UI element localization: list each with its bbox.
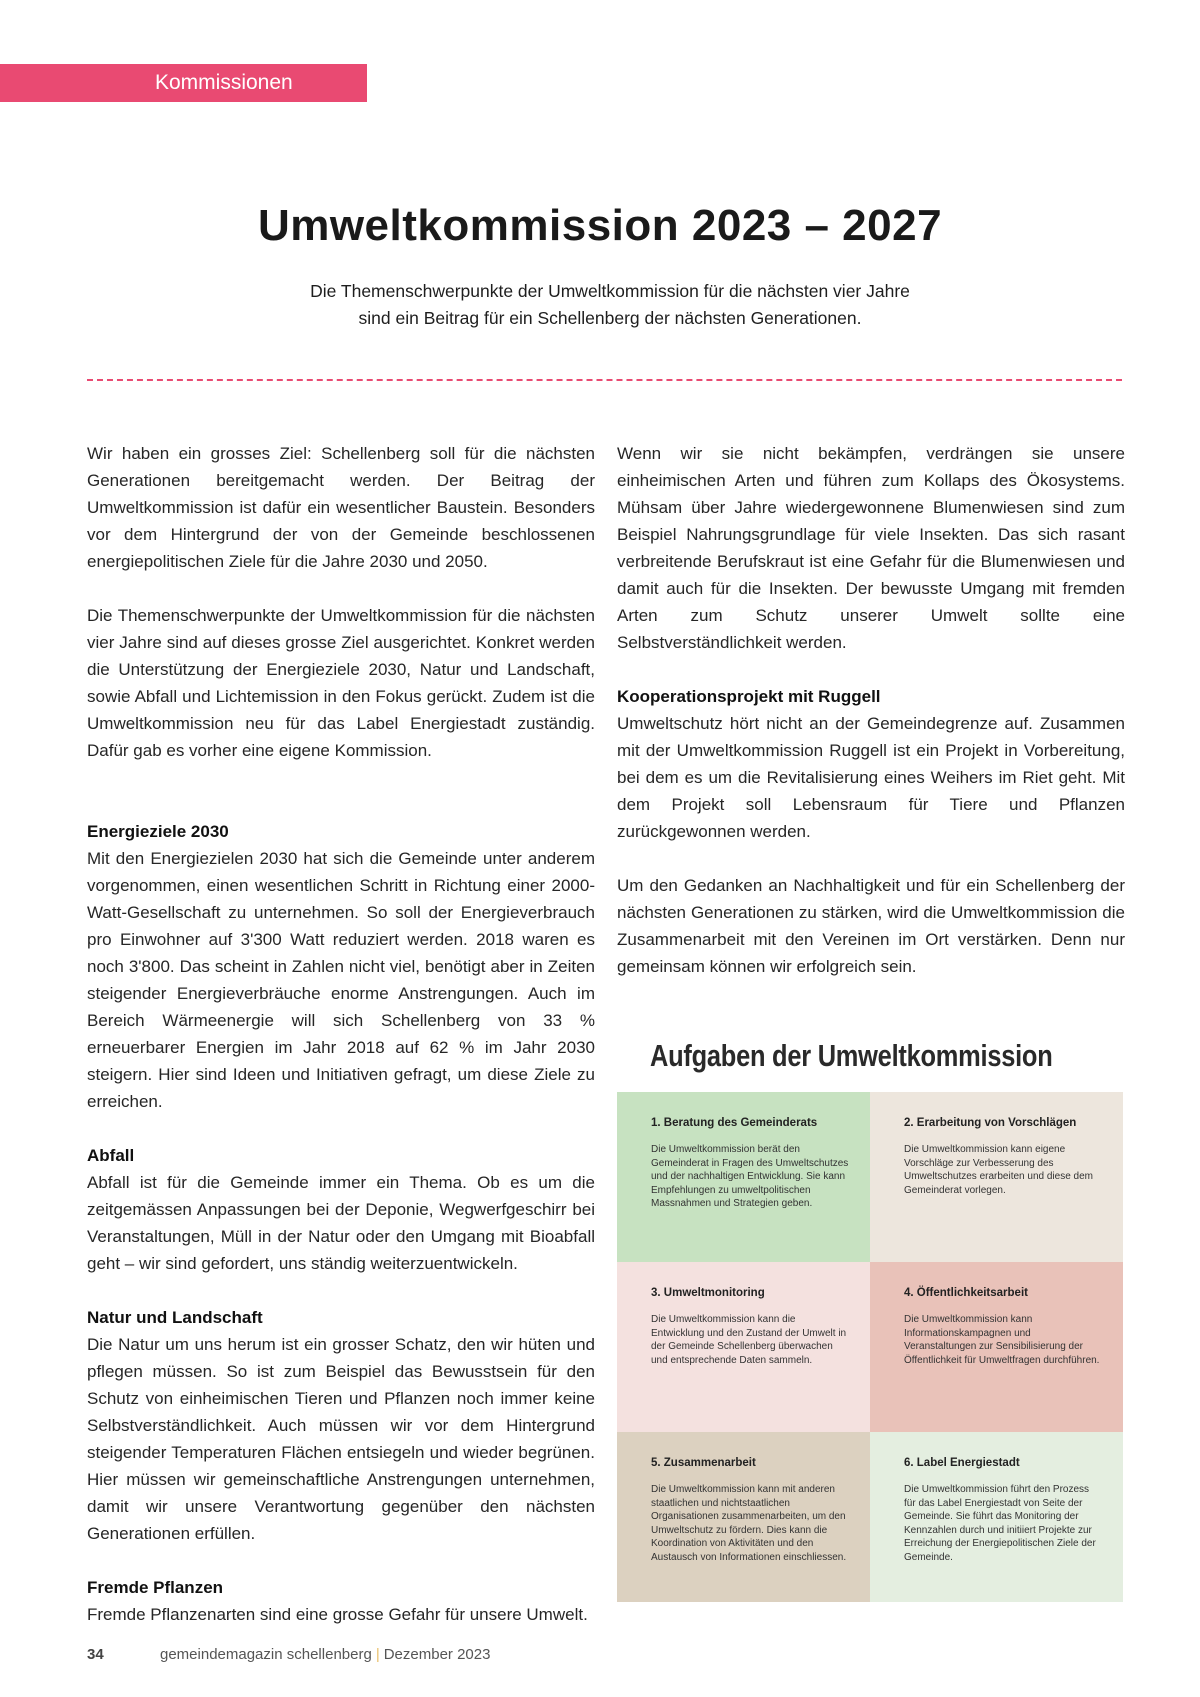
heading-fremde-pflanzen: Fremde Pflanzen xyxy=(87,1578,224,1597)
magazine-name: gemeindemagazin schellenberg xyxy=(160,1646,372,1663)
task-text: Die Umweltkommission kann eigene Vorschläge zur Verbesserung des Umweltschutzes erarbeiten und diese dem Gemeinderat vorlegen. xyxy=(904,1144,1093,1196)
intro-paragraph-1: Wir haben ein grosses Ziel: Schellenberg soll für die nächsten Generationen bereitgemacht werden. Der Beitrag der Umweltkommission ist dafür ein wesentlicher Baustein. Besonders vor dem Hintergrund der von der Gemeinde beschlossenen energiepolitischen Ziele für die Jahre 2030 und 2050. xyxy=(87,444,595,571)
task-heading: 4. Öffentlichkeitsarbeit xyxy=(904,1287,1028,1299)
task-heading: 1. Beratung des Gemeinderats xyxy=(651,1117,818,1129)
intro-paragraph-2: Die Themenschwerpunkte der Umweltkommission für die nächsten vier Jahre sind auf dieses grosse Ziel ausgerichtet. Konkret werden die Unterstützung der Energieziele 2030, Natur und Landschaft, sowie Abfall und Lichtemission in den Fokus gerückt. Zudem ist die Umweltkommission neu für das Label Energiestadt zuständig. Dafür gab es vorher eine eigene Kommission. xyxy=(87,606,595,760)
left-column xyxy=(87,440,595,1628)
tasks-title: Aufgaben der Umweltkommission xyxy=(650,1038,1053,1073)
task-card xyxy=(870,1432,1123,1602)
task-card xyxy=(870,1092,1123,1262)
task-heading: 3. Umweltmonitoring xyxy=(651,1287,765,1299)
paragraph-kooperation: Umweltschutz hört nicht an der Gemeindegrenze auf. Zusammen mit der Umweltkommission Ruggell ist ein Projekt in Vorbereitung, bei dem es um die Revitalisierung eines Weihers im Riet geht. Mit dem Projekt soll Lebensraum für Tiere und Pflanzen zurückgewonnen werden. xyxy=(617,714,1125,841)
right-column xyxy=(617,440,1125,980)
task-heading: 2. Erarbeitung von Vorschlägen xyxy=(904,1117,1077,1129)
subtitle-line-2: sind ein Beitrag für ein Schellenberg der nächsten Generationen. xyxy=(358,308,862,328)
page-subtitle xyxy=(200,278,1020,332)
dashed-divider xyxy=(87,379,1122,381)
task-text: Die Umweltkommission führt den Prozess für das Label Energiestadt von Seite der Gemeinde. Sie führt das Monitoring der Kennzahlen durch und initiiert Projekte zur Erreichung der Energiepolitischen Ziele der Gemeinde. xyxy=(904,1484,1096,1563)
page-title: Umweltkommission 2023 – 2027 xyxy=(257,201,943,250)
task-card xyxy=(617,1092,870,1262)
task-heading: 6. Label Energiestadt xyxy=(904,1457,1020,1469)
subtitle-line-1: Die Themenschwerpunkte der Umweltkommission für die nächsten vier Jahre xyxy=(310,281,910,301)
task-card xyxy=(617,1262,870,1432)
issue-date: Dezember 2023 xyxy=(383,1646,491,1663)
task-card xyxy=(617,1432,870,1602)
tasks-grid xyxy=(617,1092,1123,1602)
paragraph-conclusion: Um den Gedanken an Nachhaltigkeit und für ein Schellenberg der nächsten Generationen zu stärken, wird die Umweltkommission die Zusammenarbeit mit den Vereinen im Ort verstärken. Denn nur gemeinsam können wir erfolgreich sein. xyxy=(617,876,1125,976)
footer-separator: | xyxy=(375,1646,380,1663)
task-text: Die Umweltkommission kann die Entwicklung und den Zustand der Umwelt in der Gemeinde Schellenberg überwachen und entsprechende Daten sammeln. xyxy=(651,1314,847,1366)
heading-abfall: Abfall xyxy=(87,1146,135,1165)
page-footer xyxy=(87,1645,490,1665)
page-number: 34 xyxy=(87,1646,104,1663)
heading-natur: Natur und Landschaft xyxy=(87,1308,263,1327)
task-text: Die Umweltkommission kann Informationskampagnen und Veranstaltungen zur Sensibilisierung der Öffentlichkeit für Umweltfragen durchführen. xyxy=(904,1314,1100,1366)
heading-kooperation: Kooperationsprojekt mit Ruggell xyxy=(617,687,881,706)
section-tag: Kommissionen xyxy=(0,64,367,102)
paragraph-abfall: Abfall ist für die Gemeinde immer ein Thema. Ob es um die zeitgemässen Anpassungen bei der Deponie, Wegwerfgeschirr bei Veranstaltungen, Müll in der Natur oder den Umgang mit Bioabfall geht – wir sind gefordert, uns ständig weiterzuentwickeln. xyxy=(87,1173,595,1273)
paragraph-fremde-pflanzen-cont: Wenn wir sie nicht bekämpfen, verdrängen sie unsere einheimischen Arten und führen zum Kollaps des Ökosystems. Mühsam über Jahre wiedergewonnene Blumenwiesen sind zum Beispiel Nahrungsgrundlage für viele Insekten. Das sich rasant verbreitende Berufskraut ist eine Gefahr für die Blumenwiesen und damit auch für die Insekten. Der bewusste Umgang mit fremden Arten zum Schutz unserer Umwelt sollte eine Selbstverständlichkeit werden. xyxy=(617,444,1125,652)
task-text: Die Umweltkommission berät den Gemeinderat in Fragen des Umweltschutzes und der nachhaltigen Entwicklung. Sie kann Empfehlungen zu umweltpolitischen Massnahmen und Strategien geben. xyxy=(651,1144,849,1209)
paragraph-energieziele: Mit den Energiezielen 2030 hat sich die Gemeinde unter anderem vorgenommen, einen wesentlichen Schritt in Richtung einer 2000-Watt-Gesellschaft zu unternehmen. So soll der Energieverbrauch pro Einwohner auf 3'300 Watt reduziert werden. 2018 waren es noch 3'800. Das scheint in Zahlen nicht viel, benötigt aber in Zeiten steigender Energieverbräuche enorme Anstrengungen. Auch im Bereich Wärmeenergie will sich Schellenberg von 33 % erneuerbarer Energien im Jahr 2018 auf 62 % im Jahr 2030 steigern. Hier sind Ideen und Initiativen gefragt, um diese Ziele zu erreichen. xyxy=(87,849,595,1111)
heading-energieziele: Energieziele 2030 xyxy=(87,822,229,841)
task-text: Die Umweltkommission kann mit anderen staatlichen und nichtstaatlichen Organisationen zusammenarbeiten, um den Umweltschutz zu fördern. Dies kann die Koordination von Aktivitäten und den Austausch von Informationen einschliessen. xyxy=(651,1484,847,1563)
paragraph-fremde-pflanzen: Fremde Pflanzenarten sind eine grosse Gefahr für unsere Umwelt. xyxy=(87,1605,588,1624)
paragraph-natur: Die Natur um uns herum ist ein grosser Schatz, den wir hüten und pflegen müssen. So ist zum Beispiel das Bewusstsein für den Schutz von einheimischen Tieren und Pflanzen noch immer keine Selbstverständlichkeit. Auch müssen wir vor dem Hintergrund steigender Temperaturen Flächen entsiegeln und wieder begrünen. Hier müssen wir gemeinschaftliche Anstrengungen unternehmen, damit wir unsere Verantwortung gegenüber den nächsten Generationen erfüllen. xyxy=(87,1335,595,1543)
task-card xyxy=(870,1262,1123,1432)
task-heading: 5. Zusammenarbeit xyxy=(651,1457,756,1469)
